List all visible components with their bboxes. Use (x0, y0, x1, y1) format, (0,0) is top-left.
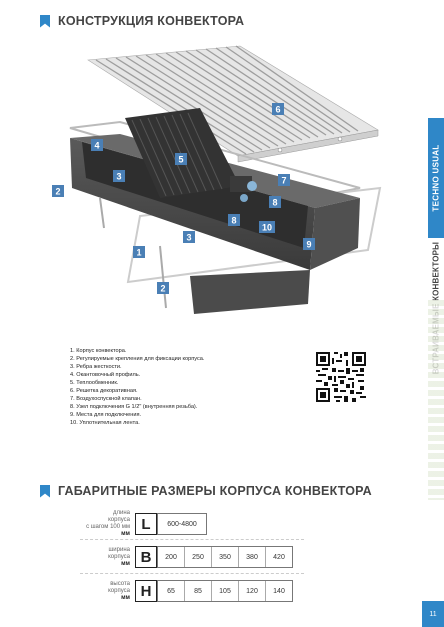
dimension-label-line: длина (112, 510, 130, 516)
legend-item: 9. Места для подключения. (70, 412, 142, 418)
callout-1 (133, 246, 145, 258)
dimension-letter: B (135, 546, 157, 568)
legend-item: 5. Теплообменник. (70, 380, 119, 386)
dimension-row-width (80, 546, 293, 568)
callout-8a-label: 8 (231, 215, 237, 226)
dimension-value: 105 (211, 581, 238, 601)
dimension-label-line: корпуса (108, 587, 130, 594)
bookmark-icon (40, 15, 50, 28)
dimension-label-line: высота (110, 580, 130, 587)
dimension-label (80, 547, 135, 568)
parts-legend (70, 347, 204, 427)
dimension-value: 420 (265, 547, 292, 567)
callout-2a-label: 2 (55, 186, 61, 197)
dimension-label-line: корпуса (108, 553, 130, 560)
section-header-dimensions (40, 484, 372, 498)
callout-8b (269, 196, 281, 208)
dimension-values (157, 580, 293, 602)
callout-2a (52, 185, 64, 197)
legend-item: 1. Корпус конвектора. (70, 348, 127, 354)
dimension-value: 200 (157, 547, 184, 567)
section-title: КОНСТРУКЦИЯ КОНВЕКТОРА (58, 14, 245, 28)
legend-item: 3. Ребра жесткости. (70, 364, 122, 370)
callout-3a-label: 3 (116, 171, 122, 182)
page-number: 11 (422, 601, 444, 627)
side-decoration (428, 300, 444, 500)
dimension-letter: L (135, 513, 157, 535)
dimension-unit: мм (121, 531, 130, 537)
dimension-value: 65 (157, 581, 184, 601)
dimension-row-height (80, 580, 293, 602)
callout-5 (175, 153, 187, 165)
dimension-value: 350 (211, 547, 238, 567)
dimension-label (80, 510, 135, 538)
callout-7 (278, 174, 290, 186)
callout-8b-label: 8 (272, 197, 278, 208)
legend-item: 2. Регулируемые крепления для фиксации корпуса. (70, 356, 205, 362)
legend-item: 4. Окантовочный профиль. (70, 372, 141, 378)
side-tab (428, 118, 444, 238)
row-divider (80, 573, 304, 574)
callout-9 (303, 238, 315, 250)
dimension-unit: мм (121, 560, 130, 567)
callout-3b (183, 231, 195, 243)
callout-3a (113, 170, 125, 182)
section-title: ГАБАРИТНЫЕ РАЗМЕРЫ КОРПУСА КОНВЕКТОРА (58, 484, 372, 498)
legend-item: 10. Уплотнительная лента. (70, 420, 140, 426)
callout-2b (157, 282, 169, 294)
convector-illustration (40, 38, 420, 338)
callout-2b-label: 2 (160, 283, 166, 294)
row-divider (80, 539, 304, 540)
dimension-value: 600-4800 (157, 514, 206, 534)
callout-10 (259, 221, 275, 233)
dimension-value: 85 (184, 581, 211, 601)
callout-1-label: 1 (136, 247, 142, 258)
dimension-value: 140 (265, 581, 292, 601)
callout-4 (91, 139, 103, 151)
callout-7-label: 7 (281, 175, 287, 186)
section-header-construction (40, 14, 244, 28)
callout-9-label: 9 (306, 239, 312, 250)
dimension-label-line: корпуса (108, 517, 130, 523)
legend-item: 7. Воздухоспускной клапан. (70, 396, 142, 402)
callout-5-label: 5 (178, 154, 184, 165)
dimension-values (157, 513, 207, 535)
legend-item: 8. Узел подключения G 1/2" (внутренняя резьба). (70, 404, 198, 410)
dimension-letter: H (135, 580, 157, 602)
callout-10-label: 10 (261, 222, 273, 233)
callout-6 (272, 103, 284, 115)
dimension-row-length (80, 510, 207, 538)
dimension-values (157, 546, 293, 568)
dimension-value: 380 (238, 547, 265, 567)
side-tab-label: TECHNO USUAL (431, 144, 441, 212)
callout-8a (228, 214, 240, 226)
legend-item: 6. Решетка декоративная. (70, 388, 138, 394)
dimension-value: 250 (184, 547, 211, 567)
callout-6-label: 6 (275, 104, 281, 115)
dimension-unit: мм (121, 594, 130, 601)
dimension-label-line: ширина (108, 546, 130, 553)
dimension-value: 120 (238, 581, 265, 601)
dimension-label (80, 581, 135, 602)
callout-4-label: 4 (94, 140, 100, 151)
dimension-label-line: с шагом 100 мм (86, 524, 130, 530)
bookmark-icon (40, 485, 50, 498)
qr-code-icon[interactable] (316, 352, 366, 402)
callout-3b-label: 3 (186, 232, 192, 243)
